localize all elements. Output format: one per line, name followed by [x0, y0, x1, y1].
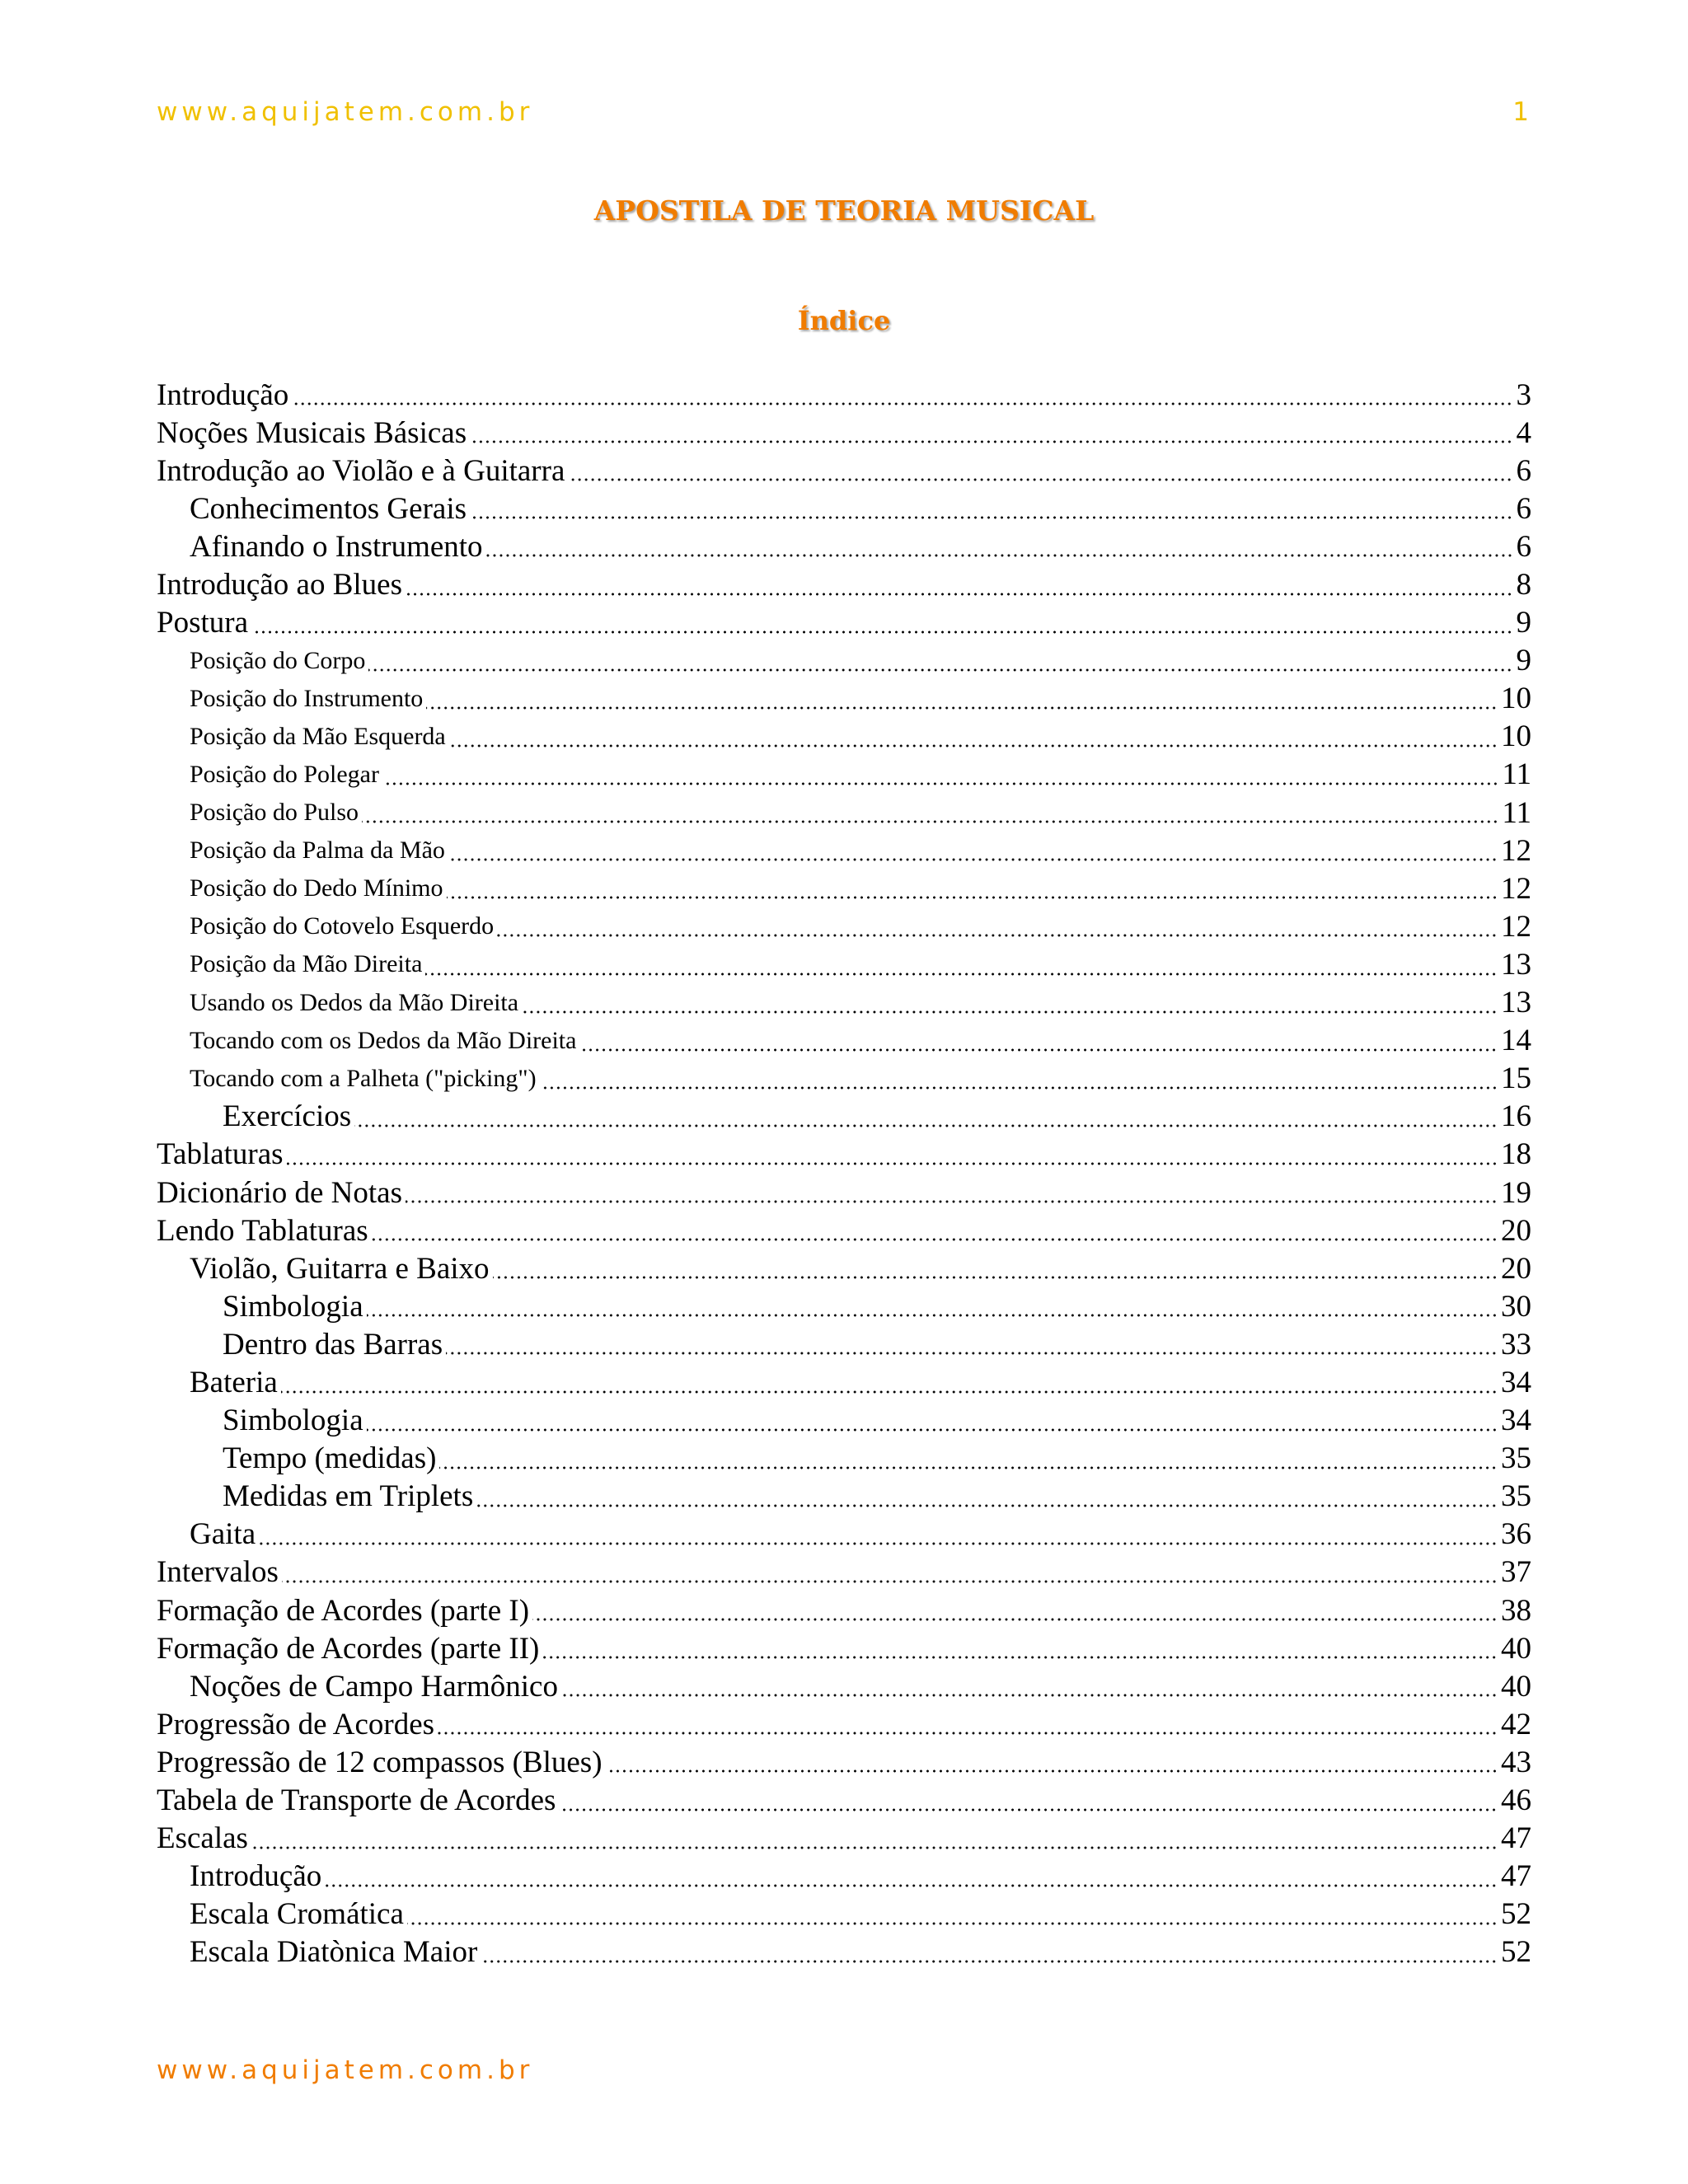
- toc-entry-label: Exercícios: [223, 1099, 352, 1134]
- toc-entry-page: 11: [1502, 795, 1531, 830]
- toc-entry-page: 9: [1516, 644, 1531, 678]
- toc-entry-page: 19: [1501, 1175, 1531, 1210]
- toc-entry-label: Noções de Campo Harmônico: [190, 1669, 558, 1704]
- toc-entry-page: 52: [1501, 1897, 1531, 1932]
- toc-entry-label: Tempo (medidas): [223, 1441, 437, 1476]
- toc-dot-leader: [372, 1238, 1498, 1241]
- toc-entry[interactable]: [157, 1098, 1531, 1136]
- toc-entry-label: Intervalos: [157, 1555, 279, 1590]
- toc-dot-leader: [251, 1846, 1498, 1849]
- toc-entry-label: Posição do Pulso: [190, 799, 359, 827]
- toc-entry[interactable]: [157, 1743, 1531, 1781]
- toc-entry-page: 4: [1516, 415, 1531, 450]
- toc-entry-page: 35: [1501, 1441, 1531, 1476]
- toc-dot-leader: [406, 593, 1513, 596]
- toc-dot-leader: [568, 478, 1512, 481]
- toc-entry-page: 12: [1501, 871, 1531, 906]
- toc-entry[interactable]: [157, 1249, 1531, 1287]
- toc-dot-leader: [476, 1504, 1498, 1507]
- toc-dot-leader: [493, 1276, 1498, 1279]
- toc-dot-leader: [606, 1769, 1498, 1773]
- toc-entry[interactable]: [157, 1629, 1531, 1667]
- toc-entry[interactable]: [157, 1022, 1531, 1060]
- toc-entry-page: 16: [1501, 1099, 1531, 1134]
- toc-entry[interactable]: [157, 1174, 1531, 1212]
- toc-entry-page: 6: [1516, 529, 1531, 564]
- document-title: APOSTILA DE TEORIA MUSICAL: [593, 194, 1095, 227]
- toc-entry[interactable]: [157, 565, 1531, 603]
- toc-dot-leader: [542, 1656, 1498, 1659]
- toc-entry-page: 10: [1501, 682, 1531, 716]
- toc-entry[interactable]: [157, 1591, 1531, 1629]
- toc-entry-page: 13: [1501, 986, 1531, 1020]
- toc-entry-label: Escalas: [157, 1821, 248, 1856]
- toc-entry-label: Posição do Dedo Mínimo: [190, 874, 443, 902]
- toc-entry-label: Lendo Tablaturas: [157, 1213, 368, 1248]
- toc-entry-label: Formação de Acordes (parte II): [157, 1631, 540, 1666]
- toc-entry-page: 35: [1501, 1479, 1531, 1514]
- toc-entry-page: 3: [1516, 377, 1531, 412]
- toc-dot-leader: [446, 1352, 1498, 1355]
- toc-entry-page: 47: [1501, 1821, 1531, 1856]
- toc-entry-page: 8: [1516, 568, 1531, 602]
- toc-entry[interactable]: [157, 1136, 1531, 1174]
- toc-entry[interactable]: [157, 1440, 1531, 1478]
- toc-entry-page: 12: [1501, 833, 1531, 868]
- toc-dot-leader: [532, 1618, 1498, 1621]
- toc-entry-label: Dicionário de Notas: [157, 1175, 402, 1210]
- toc-entry[interactable]: [157, 945, 1531, 983]
- toc-entry[interactable]: [157, 1325, 1531, 1363]
- toc-entry-label: Simbologia: [223, 1289, 363, 1324]
- toc-entry-page: 18: [1501, 1137, 1531, 1172]
- toc-dot-leader: [325, 1884, 1498, 1887]
- toc-entry-label: Usando os Dedos da Mão Direita: [190, 988, 519, 1016]
- table-of-contents: [157, 376, 1531, 1971]
- toc-dot-leader: [486, 554, 1513, 557]
- toc-entry-label: Conhecimentos Gerais: [190, 491, 467, 526]
- toc-entry-label: Dentro das Barras: [223, 1327, 443, 1361]
- footer-url[interactable]: www.aquijatem.com.br: [157, 2055, 534, 2085]
- toc-entry-page: 34: [1501, 1404, 1531, 1438]
- toc-dot-leader: [362, 820, 1498, 823]
- toc-dot-leader: [481, 1960, 1498, 1963]
- toc-entry-page: 46: [1501, 1783, 1531, 1818]
- toc-entry-page: 12: [1501, 909, 1531, 944]
- toc-entry-page: 38: [1501, 1593, 1531, 1628]
- toc-entry-label: Tocando com a Palheta ("picking"): [190, 1064, 537, 1092]
- toc-dot-leader: [522, 1010, 1498, 1014]
- toc-entry-label: Noções Musicais Básicas: [157, 415, 467, 450]
- toc-entry-label: Bateria: [190, 1365, 278, 1399]
- toc-entry-label: Tabela de Transporte de Acordes: [157, 1783, 556, 1818]
- toc-entry-page: 47: [1501, 1859, 1531, 1894]
- toc-entry[interactable]: [157, 1705, 1531, 1743]
- toc-entry-label: Progressão de 12 compassos (Blues): [157, 1745, 603, 1779]
- toc-entry[interactable]: [157, 869, 1531, 907]
- toc-entry-label: Afinando o Instrumento: [190, 529, 483, 564]
- toc-dot-leader: [292, 402, 1512, 405]
- toc-entry-page: 9: [1516, 606, 1531, 640]
- toc-entry-label: Postura: [157, 606, 248, 640]
- toc-entry-label: Gaita: [190, 1517, 256, 1552]
- toc-entry-label: Violão, Guitarra e Baixo: [190, 1251, 490, 1286]
- toc-dot-leader: [497, 934, 1498, 937]
- toc-entry[interactable]: [157, 490, 1531, 527]
- toc-dot-leader: [406, 1200, 1498, 1203]
- toc-dot-leader: [579, 1048, 1498, 1052]
- toc-entry-page: 14: [1501, 1024, 1531, 1058]
- toc-entry[interactable]: [157, 1060, 1531, 1098]
- page-header: [157, 97, 1533, 127]
- toc-entry[interactable]: [157, 832, 1531, 869]
- toc-entry[interactable]: [157, 1896, 1531, 1933]
- toc-dot-leader: [426, 706, 1498, 710]
- toc-entry-page: 10: [1501, 719, 1531, 754]
- toc-dot-leader: [425, 972, 1498, 976]
- toc-dot-leader: [561, 1694, 1498, 1697]
- toc-entry-page: 13: [1501, 947, 1531, 982]
- toc-dot-leader: [470, 516, 1513, 519]
- toc-entry-page: 42: [1501, 1707, 1531, 1741]
- toc-entry-page: 34: [1501, 1365, 1531, 1399]
- toc-entry-label: Tocando com os Dedos da Mão Direita: [190, 1026, 577, 1054]
- toc-dot-leader: [259, 1542, 1498, 1545]
- toc-entry-page: 33: [1501, 1327, 1531, 1361]
- toc-dot-leader: [368, 668, 1512, 672]
- toc-entry-page: 6: [1516, 491, 1531, 526]
- toc-entry[interactable]: [157, 527, 1531, 565]
- toc-entry-page: 52: [1501, 1935, 1531, 1970]
- toc-dot-leader: [540, 1086, 1498, 1090]
- toc-entry-label: Formação de Acordes (parte I): [157, 1593, 530, 1628]
- toc-dot-leader: [251, 630, 1513, 634]
- toc-entry-label: Medidas em Triplets: [223, 1479, 474, 1514]
- toc-entry[interactable]: [157, 1363, 1531, 1401]
- toc-dot-leader: [367, 1428, 1498, 1432]
- toc-entry-label: Posição da Palma da Mão: [190, 837, 445, 865]
- toc-entry[interactable]: [157, 1287, 1531, 1325]
- toc-entry-page: 30: [1501, 1289, 1531, 1324]
- toc-entry-label: Escala Cromática: [190, 1897, 404, 1932]
- toc-entry-label: Tablaturas: [157, 1137, 284, 1172]
- toc-entry[interactable]: [157, 1402, 1531, 1440]
- toc-entry[interactable]: [157, 1667, 1531, 1705]
- toc-entry-page: 15: [1501, 1062, 1531, 1096]
- toc-entry-label: Simbologia: [223, 1404, 363, 1438]
- toc-dot-leader: [559, 1808, 1498, 1811]
- toc-entry-page: 37: [1501, 1555, 1531, 1590]
- toc-entry[interactable]: [157, 1933, 1531, 1971]
- toc-dot-leader: [281, 1390, 1498, 1394]
- toc-entry-label: Posição da Mão Direita: [190, 950, 423, 978]
- toc-entry[interactable]: [157, 1820, 1531, 1858]
- toc-dot-leader: [287, 1162, 1498, 1165]
- toc-entry-label: Introdução ao Violão e à Guitarra: [157, 453, 565, 488]
- toc-entry-label: Introdução: [157, 377, 289, 412]
- toc-entry-page: 20: [1501, 1213, 1531, 1248]
- toc-dot-leader: [282, 1580, 1498, 1583]
- toc-entry[interactable]: [157, 984, 1531, 1022]
- toc-entry[interactable]: [157, 1858, 1531, 1896]
- toc-entry[interactable]: [157, 642, 1531, 680]
- toc-dot-leader: [439, 1466, 1498, 1469]
- toc-entry[interactable]: [157, 756, 1531, 794]
- toc-dot-leader: [448, 858, 1498, 861]
- toc-entry[interactable]: [157, 907, 1531, 945]
- toc-entry-page: 6: [1516, 453, 1531, 488]
- toc-entry[interactable]: [157, 604, 1531, 642]
- toc-entry-label: Posição do Polegar: [190, 760, 379, 788]
- toc-entry-label: Posição da Mão Esquerda: [190, 722, 446, 750]
- toc-entry-page: 40: [1501, 1669, 1531, 1704]
- toc-entry-page: 43: [1501, 1745, 1531, 1779]
- toc-dot-leader: [367, 1314, 1498, 1317]
- toc-entry-label: Escala Diatònica Maior: [190, 1935, 478, 1970]
- toc-entry[interactable]: [157, 414, 1531, 452]
- toc-entry-label: Progressão de Acordes: [157, 1707, 435, 1741]
- page-number: 1: [1512, 97, 1533, 127]
- toc-entry[interactable]: [157, 1516, 1531, 1554]
- toc-dot-leader: [438, 1732, 1498, 1735]
- toc-dot-leader: [470, 440, 1512, 443]
- toc-entry[interactable]: [157, 1212, 1531, 1249]
- toc-entry[interactable]: [157, 680, 1531, 718]
- toc-dot-leader: [407, 1922, 1498, 1925]
- page-footer: [157, 2055, 533, 2085]
- toc-entry-page: 11: [1502, 757, 1531, 792]
- toc-entry-label: Introdução: [190, 1859, 322, 1894]
- toc-entry-label: Introdução ao Blues: [157, 568, 402, 602]
- toc-dot-leader: [447, 896, 1498, 899]
- toc-entry-page: 40: [1501, 1631, 1531, 1666]
- toc-entry-label: Posição do Cotovelo Esquerdo: [190, 912, 495, 940]
- toc-entry[interactable]: [157, 1781, 1531, 1819]
- index-heading: Índice: [797, 305, 891, 336]
- toc-entry-label: Posição do Corpo: [190, 646, 366, 674]
- toc-entry[interactable]: [157, 376, 1531, 414]
- toc-dot-leader: [354, 1124, 1498, 1127]
- toc-dot-leader: [449, 744, 1498, 748]
- toc-entry[interactable]: [157, 794, 1531, 832]
- toc-entry[interactable]: [157, 1478, 1531, 1516]
- toc-entry-page: 20: [1501, 1251, 1531, 1286]
- toc-dot-leader: [382, 782, 1498, 785]
- toc-entry[interactable]: [157, 718, 1531, 756]
- toc-entry[interactable]: [157, 452, 1531, 490]
- header-url[interactable]: www.aquijatem.com.br: [157, 97, 534, 127]
- toc-entry[interactable]: [157, 1554, 1531, 1591]
- toc-entry-label: Posição do Instrumento: [190, 684, 424, 712]
- toc-entry-page: 36: [1501, 1517, 1531, 1552]
